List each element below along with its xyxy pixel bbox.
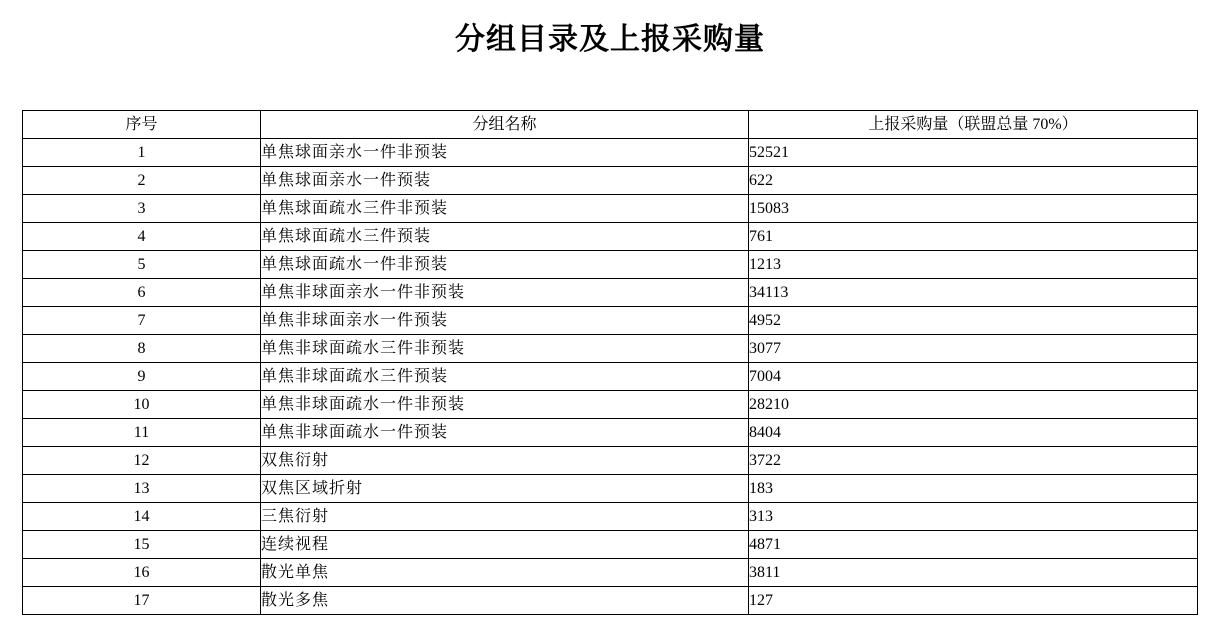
cell-no: 9 [23, 363, 261, 391]
column-header-group-name: 分组名称 [261, 111, 749, 139]
table-row [23, 419, 1198, 447]
cell-quantity: 3077 [749, 335, 1198, 363]
table-row [23, 251, 1198, 279]
cell-group-name: 单焦非球面疏水三件非预装 [261, 335, 749, 363]
cell-no: 4 [23, 223, 261, 251]
cell-group-name: 三焦衍射 [261, 503, 749, 531]
cell-quantity: 183 [749, 475, 1198, 503]
cell-quantity: 127 [749, 587, 1198, 615]
cell-quantity: 34113 [749, 279, 1198, 307]
cell-no: 3 [23, 195, 261, 223]
cell-quantity: 7004 [749, 363, 1198, 391]
cell-group-name: 双焦区域折射 [261, 475, 749, 503]
cell-group-name: 单焦球面亲水一件预装 [261, 167, 749, 195]
cell-no: 2 [23, 167, 261, 195]
table-row [23, 447, 1198, 475]
table-header [23, 111, 1198, 139]
cell-group-name: 散光单焦 [261, 559, 749, 587]
table-row [23, 391, 1198, 419]
cell-group-name: 单焦非球面亲水一件预装 [261, 307, 749, 335]
table-row [23, 139, 1198, 167]
cell-quantity: 4952 [749, 307, 1198, 335]
group-catalog-table [22, 110, 1198, 615]
cell-no: 17 [23, 587, 261, 615]
cell-group-name: 单焦球面疏水三件非预装 [261, 195, 749, 223]
cell-group-name: 连续视程 [261, 531, 749, 559]
cell-group-name: 散光多焦 [261, 587, 749, 615]
cell-no: 6 [23, 279, 261, 307]
table-row [23, 335, 1198, 363]
cell-no: 1 [23, 139, 261, 167]
cell-no: 5 [23, 251, 261, 279]
table-row [23, 307, 1198, 335]
cell-no: 8 [23, 335, 261, 363]
cell-group-name: 双焦衍射 [261, 447, 749, 475]
table-row [23, 223, 1198, 251]
table-row [23, 195, 1198, 223]
cell-quantity: 3811 [749, 559, 1198, 587]
cell-no: 13 [23, 475, 261, 503]
cell-quantity: 28210 [749, 391, 1198, 419]
cell-group-name: 单焦球面疏水一件非预装 [261, 251, 749, 279]
table-row [23, 587, 1198, 615]
table-row [23, 167, 1198, 195]
table-row [23, 559, 1198, 587]
group-catalog-table-container [22, 110, 1196, 615]
cell-no: 10 [23, 391, 261, 419]
table-row [23, 531, 1198, 559]
cell-group-name: 单焦非球面疏水一件预装 [261, 419, 749, 447]
cell-no: 7 [23, 307, 261, 335]
cell-quantity: 15083 [749, 195, 1198, 223]
cell-group-name: 单焦非球面亲水一件非预装 [261, 279, 749, 307]
cell-quantity: 313 [749, 503, 1198, 531]
cell-group-name: 单焦球面亲水一件非预装 [261, 139, 749, 167]
table-row [23, 475, 1198, 503]
cell-no: 16 [23, 559, 261, 587]
table-row [23, 503, 1198, 531]
cell-quantity: 4871 [749, 531, 1198, 559]
cell-quantity: 1213 [749, 251, 1198, 279]
table-row [23, 363, 1198, 391]
cell-no: 11 [23, 419, 261, 447]
table-row [23, 279, 1198, 307]
page-title: 分组目录及上报采购量 [455, 22, 765, 57]
cell-group-name: 单焦非球面疏水三件预装 [261, 363, 749, 391]
cell-quantity: 8404 [749, 419, 1198, 447]
cell-quantity: 761 [749, 223, 1198, 251]
cell-quantity: 3722 [749, 447, 1198, 475]
cell-no: 12 [23, 447, 261, 475]
column-header-no: 序号 [23, 111, 261, 139]
cell-no: 15 [23, 531, 261, 559]
table-body [23, 139, 1198, 615]
cell-quantity: 622 [749, 167, 1198, 195]
cell-group-name: 单焦非球面疏水一件非预装 [261, 391, 749, 419]
cell-quantity: 52521 [749, 139, 1198, 167]
cell-no: 14 [23, 503, 261, 531]
column-header-quantity: 上报采购量（联盟总量 70%） [749, 111, 1198, 139]
cell-group-name: 单焦球面疏水三件预装 [261, 223, 749, 251]
table-header-row [23, 111, 1198, 139]
